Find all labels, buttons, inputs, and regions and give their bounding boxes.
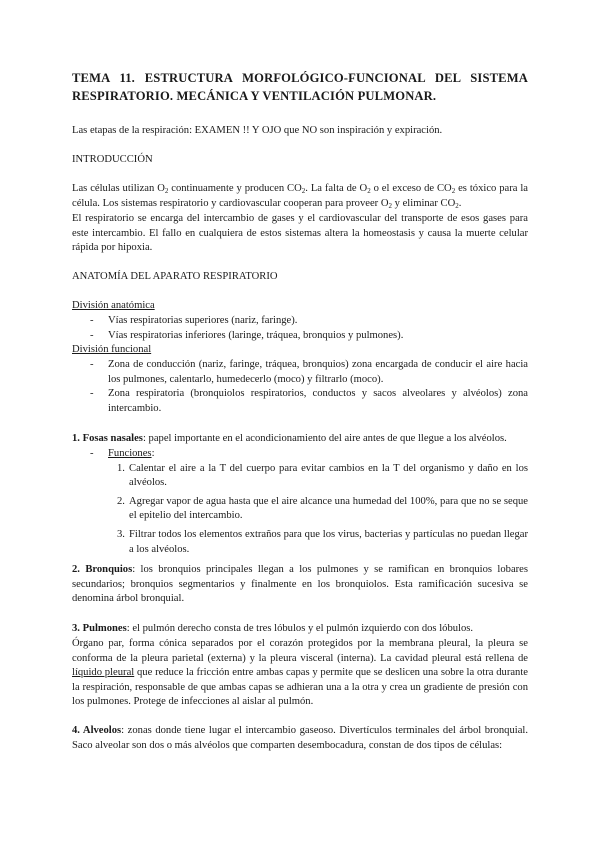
list-item: 3. Filtrar todos los elementos extraños para que los virus, bacterias y partículas no puedan llegar a los alvéolos. <box>117 528 528 555</box>
subscript-digit: 2 <box>451 187 456 195</box>
list-item: 1. Calentar el aire a la T del cuerpo para evitar cambios en la T del organismo y daño en los alvéolos. <box>117 462 528 489</box>
subscript-digit: 2 <box>164 187 169 195</box>
list-item: - Vías respiratorias inferiores (laringe, tráquea, bronquios y pulmones). <box>90 329 404 341</box>
section-lead: 4. Alveolos <box>72 725 122 736</box>
subscript-digit: 2 <box>455 201 459 210</box>
section-fosas-nasales: 1. Fosas nasales: papel importante en el acondicionamiento del aire antes de que llegue a los alvéolos. <box>72 433 507 444</box>
intro-paragraph-1 <box>72 182 528 211</box>
intro-paragraph-2: El respiratorio se encarga del intercambio de gases y el cardiovascular del transporte de esos gases para este intercambio. El fallo en cualquiera de estos sistemas altera la homeostasis y causa la muerte celular rápida por hipoxia. <box>72 213 528 254</box>
section-pulmones: 3. Pulmones: el pulmón derecho consta de tres lóbulos y el pulmón izquierdo con dos lóbulos. <box>72 623 474 634</box>
list-item: - Zona de conducción (nariz, faringe, tráquea, bronquios) zona encargada de conducir el aire hacia los pulmones, calentarlo, humedecerlo (moco) y filtrarlo (moco). <box>90 359 528 385</box>
section-lead: 3. Pulmones <box>72 623 127 634</box>
list-item: 2. Agregar vapor de agua hasta que el aire alcance una humedad del 100%, para que no se seque el epitelio del intercambio. <box>117 495 528 522</box>
funciones-block <box>72 447 528 557</box>
anatomy-heading: ANATOMÍA DEL APARATO RESPIRATORIO <box>72 271 278 282</box>
funciones-label-row: - Funciones: <box>90 448 155 459</box>
section-lead: 2. Bronquios <box>72 564 133 575</box>
division-funcional-list <box>72 358 528 416</box>
funciones-label: Funciones <box>108 448 152 459</box>
section-lead: 1. Fosas nasales <box>72 433 143 444</box>
list-item: - Zona respiratoria (bronquiolos respiratorios, conductos y sacos alveolares y alvéolos) zona intercambio. <box>90 388 528 414</box>
subscript-digit: 2 <box>388 201 393 210</box>
intro-heading: INTRODUCCIÓN <box>72 154 153 165</box>
pulmones-paragraph: Órgano par, forma cónica separados por el corazón protegidos por la membrana pleural, la pleura se conforma de la pleura parietal (externa) y la pleura visceral (interna). La cavidad pleural está rellena de líquido pleural que reduce la fricción entre ambas capas y permite que se deslicen una sobre la otra durante la respiración, responsable de que ambas capas se adhieran una a la otra y crea un gradiente de presión con los pulmones. Protege de infecciones al aislar al pulmón. <box>72 638 529 708</box>
section-bronquios: 2. Bronquios: los bronquios principales llegan a los pulmones y se ramifican en bronquios lobares secundarios; bronquios segmentarios y finalmente en los bronquiolos. Esta ramificación sucesiva se denomina árbol bronquial. <box>72 564 528 605</box>
division-anatomica-list <box>72 314 528 343</box>
page-title: TEMA 11. ESTRUCTURA MORFOLÓGICO-FUNCIONAL DEL SISTEMA RESPIRATORIO. MECÁNICA Y VENTILACIÓN PULMONAR. <box>72 71 528 103</box>
intro-paragraph-1-text: Las células utilizan $O_2$ continuamente y producen $CO_2$. La falta de $O_2$ o el exceso de $CO_2$ es tóxico para la célula. Los sistemas respiratorio y cardiovascular cooperan para proveer $O_2$ y eliminar $CO_2$. <box>72 183 528 210</box>
subscript-digit: 2 <box>301 187 306 195</box>
exam-note: Las etapas de la respiración: EXAMEN !! Y OJO que NO son inspiración y expiración. <box>72 125 443 136</box>
division-funcional-label: División funcional <box>72 344 152 355</box>
division-anatomica-label: División anatómica <box>72 300 155 311</box>
subscript-digit: 2 <box>367 187 371 195</box>
section-alveolos: 4. Alveolos: zonas donde tiene lugar el intercambio gaseoso. Divertículos terminales del árbol bronquial. Saco alveolar son dos o más alvéolos que comparten desembocadura, constan de dos tipos de células: <box>72 725 528 751</box>
liquido-pleural-term: líquido pleural <box>72 667 135 679</box>
list-item: - Vías respiratorias superiores (nariz, faringe). <box>90 315 298 326</box>
